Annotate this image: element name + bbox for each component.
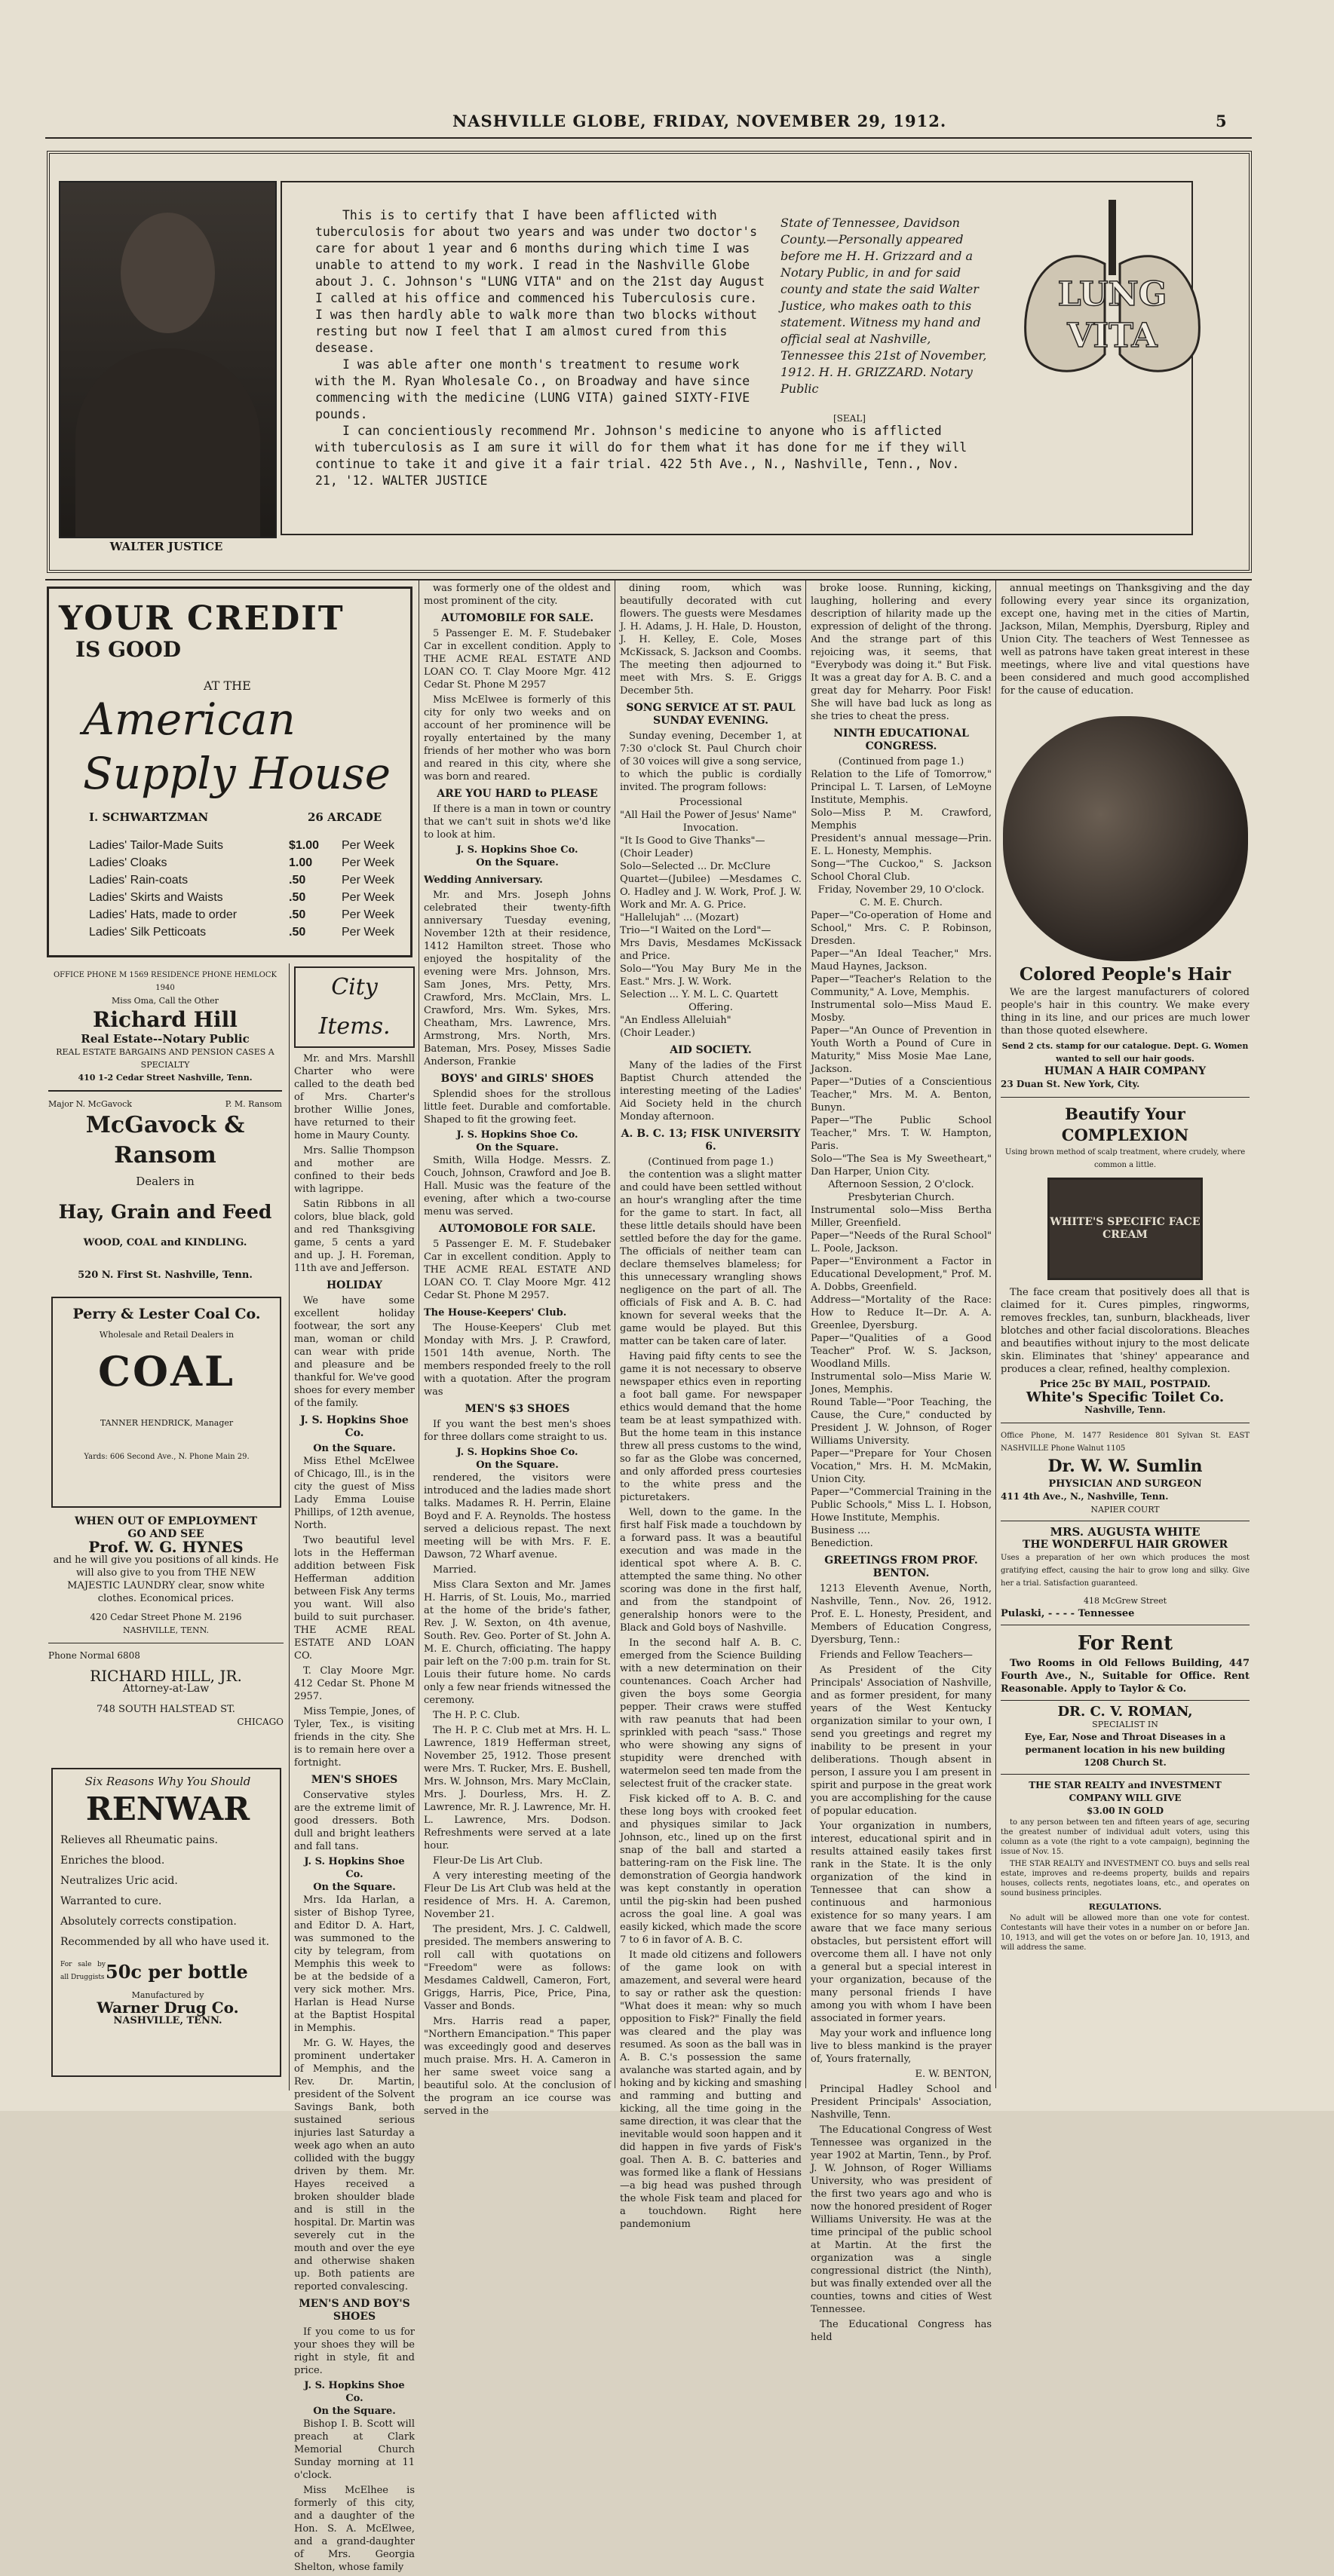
news-item: The president, Mrs. J. C. Caldwell, presided. The members answering to roll call with quotations on "Freedom" were as follows: Mesdames Caldwell, Cameron, Fort, Griggs, Harris, Pice, Price, Pina, Vasser and Bonds. bbox=[424, 1924, 611, 2012]
news-item: Mrs. Harris read a paper, "Northern Emancipation." This paper was exceedingly good and deserves much praise. Mrs. H. A. Cameron in her same sweet voice sang a beautiful solo. At the conclusion of the program an ice course was served in the bbox=[424, 2016, 611, 2117]
white-ad: Uses a preparation of her own which produces the most gratifying effect, causing the hair to grow long and silky. Give her a trial. Satisfaction guaranteed. bbox=[1001, 1554, 1250, 1588]
rh-city: CHICAGO bbox=[237, 1717, 284, 1727]
emp-name: Prof. W. G. HYNES bbox=[88, 1538, 244, 1556]
coal-subtitle: Wholesale and Retail Dealers in bbox=[99, 1330, 235, 1340]
emp-line-2: GO AND SEE bbox=[127, 1528, 204, 1540]
renwar-reason: Neutralizes Uric acid. bbox=[60, 1875, 178, 1887]
news-item: The H. P. C. Club. bbox=[433, 1710, 520, 1721]
coal-ad-text bbox=[57, 1308, 276, 1463]
greetings-paragraph: As President of the City Principals' Association of Nashville, and as former president, for many years of the West Kentucky organization similar to your own, I send you greetings and regret my inability to be present in your deliberations. Though absent in person, I assure you I am present in spirit and purpose in the great work you are accomplishing for the cause of popular education. bbox=[811, 1665, 992, 1817]
mens-shoes-heading: MEN'S SHOES bbox=[311, 1774, 398, 1786]
hopkins-name: J. S. Hopkins Shoe Co. bbox=[456, 1447, 578, 1458]
hair-company: HUMAN A HAIR COMPANY bbox=[1044, 1065, 1207, 1077]
regulations: No adult will be allowed more than one vote for contest. Contestants will have their votes in a number on or before Jan. 10, 1913, and will get the votes on or before Jan. 10, 1913, and will address the same. bbox=[1001, 1914, 1250, 1952]
rent-ad: Two Rooms in Old Fellows Building, 447 Fourth Ave., N., Suitable for Office. Rent Reasonable. Apply to Taylor & Co. bbox=[1001, 1658, 1250, 1695]
mc-wood: WOOD, COAL and KINDLING. bbox=[83, 1237, 247, 1248]
beauty-heading: Beautify Your COMPLEXION bbox=[1061, 1104, 1189, 1144]
coal-manager: TANNER HENDRICK, Manager bbox=[100, 1418, 234, 1428]
testimonial-paragraph: I can concientiously recommend Mr. Johnson's medicine to anyone who is afflicted with tuberculosis as I am sure it will do for them what it has done for me if they will continue to take it and give it a fair trial. 422 5th Ave., N., Nashville, Tenn., Nov. 21, '12. WALTER JUSTICE bbox=[315, 424, 968, 488]
divider bbox=[1001, 1097, 1250, 1098]
column-4 bbox=[620, 582, 802, 2233]
rent-heading: For Rent bbox=[1077, 1632, 1173, 1655]
football-paragraph: In the second half A. B. C. emerged from the Science Building with a new determination on their countenances. Coach Archer had given the boys some Georgia pepper. Their craws were stuffed with raw peanuts that had been sprinkled with peach "sass." Those who were showing any signs of stupidity were drenched with watermelon seed ten made from the selectest fruit of the cracker state. bbox=[620, 1637, 802, 1790]
hill-detail: REAL ESTATE BARGAINS AND PENSION CASES A SPECIALTY bbox=[56, 1047, 274, 1070]
rh-title: Attorney-at-Law bbox=[122, 1683, 210, 1695]
mc-names: Major N. McGavock P. M. Ransom bbox=[48, 1099, 282, 1109]
greetings-paragraph: The Educational Congress of West Tennessee was organized in the year 1902 at Martin, Tenn., by Prof. J. W. Johnson, of Roger Williams University, who was president of the first two years ago and who is now the honored president of Roger Williams University. He was at the time principal of the public school at Martin. At the first the organization was a single congressional district (the Ninth), but was finally extended over all the counties, towns and cities of West Tennessee. bbox=[811, 2124, 992, 2315]
sumlin-name: Dr. W. W. Sumlin bbox=[1047, 1456, 1203, 1476]
mc-hay: Hay, Grain and Feed bbox=[58, 1201, 272, 1223]
hopkins-name: J. S. Hopkins Shoe Co. bbox=[456, 844, 578, 856]
renwar-reason: Relieves all Rheumatic pains. bbox=[60, 1834, 218, 1846]
hopkins-square: On the Square. bbox=[476, 1460, 559, 1471]
rh-name: RICHARD HILL, JR. bbox=[90, 1667, 242, 1685]
mc-address: 520 N. First St. Nashville, Tenn. bbox=[78, 1270, 253, 1281]
hopkins-name: J. S. Hopkins Shoe Co. bbox=[304, 1856, 405, 1880]
hopkins-square: On the Square. bbox=[313, 1882, 396, 1893]
song-program: Processional "All Hail the Power of Jesus' Name" Invocation. "It Is Good to Give Thanks"— (Choir Leader) Solo—Selected ... Dr. McClure Quartet—(Jubilee) —Mesdames C. O. Hadley and J. W. Work, Prof. J. W. Work and Mr. A. G. Price. "Hallelujah" ... (Mozart) Trio—"I Waited on the Lord"— Mrs Davis, Mesdames McKissack and Price. Solo—"You May Bury Me in the East." Mrs. J. W. Work. Selection ... Y. M. L. C. Quartett Offering. "An Endless Alleluiah" (Choir Leader.) bbox=[620, 797, 802, 1039]
city-items-column bbox=[294, 966, 415, 2576]
auto2-ad: 5 Passenger E. M. F. Studebaker Car in excellent condition. Apply to THE ACME REAL ESTATE AND LOAN CO. T. Clay Moore Mgr. 412 Cedar St. Phone M 2957. bbox=[424, 1239, 611, 1301]
page-number: 5 bbox=[1216, 112, 1227, 130]
renwar-reason: Enriches the blood. bbox=[60, 1855, 165, 1867]
star-heading: THE STAR REALTY and INVESTMENT COMPANY WILL GIVE bbox=[1029, 1780, 1222, 1803]
credit-line-3: AT THE bbox=[204, 678, 251, 693]
renwar-reason: Warranted to cure. bbox=[60, 1895, 162, 1907]
congress-program: Relation to the Life of Tomorrow," Principal L. T. Larsen, of LeMoyne Institute, Memphis. Solo—Miss P. M. Crawford, Memphis President's annual message—Prin. E. L. Honesty, Memphis. Song—"The Cuckoo," S. Jackson School Choral Club. Friday, November 29, 10 O'clock. C. M. E. Church. Paper—"Co-operation of Home and School," Mrs. C. P. Robinson, Dresden. Paper—"An Ideal Teacher," Mrs. Maud Haynes, Jackson. Paper—"Teacher's Relation to the Community," A. Love, Memphis. Instrumental solo—Miss Maud E. Mosby. Paper—"An Ounce of Prevention in Youth Worth a Pound of Cure in Maturity," Miss Mosie Mae Lane, Jackson. Paper—"Duties of a Conscientious Teacher," Mrs. M. A. Benton, Bunyn. Paper—"The Public School Teacher," Mrs. T. W. Hampton, Paris. Solo—"The Sea is My Sweetheart," Dan Harper, Union City. Afternoon Session, 2 O'clock. Presbyterian Church. Instrumental solo—Miss Bertha Miller, Greenfield. Paper—"Needs of the Rural School" L. Poole, Jackson. Paper—"Environment a Factor in Educational Development," Prof. M. A. Dobbs, Greenfield. Address—"Mortality of the Race: How to Reduce It—Dr. A. A. Greenlee, Dyersburg. Paper—"Qualities of a Good Teacher" Prof. W. S. Jackson, Woodland Mills. Instrumental solo—Miss Marie W. Jones, Memphis. Round Table—"Poor Teaching, the Cause, the Cure," conducted by President J. W. Johnson, of Roger Williams University. Paper—"Prepare for Your Chosen Vocation," Mrs. H. M. McMakin, Union City. Paper—"Commercial Training in the Public Schools," Miss L. I. Hobson, Howe Institute, Memphis. Business .... Benediction. bbox=[811, 769, 992, 1549]
notary-seal: [SEAL] bbox=[833, 413, 866, 424]
wedding-heading: Wedding Anniversary. bbox=[424, 874, 543, 886]
song-item: Sunday evening, December 1, at 7:30 o'clock St. Paul Church choir of 30 voices will give a song service, to which the public is cordially invited. The program follows: bbox=[620, 731, 802, 793]
hair-coil-illustration bbox=[1003, 716, 1248, 961]
boys-shoes-heading: MEN'S AND BOY'S SHOES bbox=[299, 2298, 410, 2323]
white-name: MRS. AUGUSTA WHITE bbox=[1050, 1525, 1201, 1539]
renwar-company: Warner Drug Co. bbox=[97, 1999, 239, 2017]
house-item: The House-Keepers' Club met Monday with Mrs. J. P. Crawford, 1501 14th avenue, North. The members responded freely to the roll with a quotation. After the program was bbox=[424, 1322, 611, 1398]
beauty-price: Price 25c BY MAIL, POSTPAID. bbox=[1039, 1379, 1211, 1390]
employment-ad bbox=[48, 1515, 284, 1729]
emp-address: 420 Cedar Street Phone M. 2196 bbox=[90, 1612, 242, 1622]
hair-ad: We are the largest manufacturers of colored people's hair in this country. We make every thing in its line, and our prices are much lower than those quoted elsewhere. bbox=[1001, 987, 1250, 1037]
price-row: Ladies' Skirts and Waists .50 Per Week bbox=[89, 891, 394, 904]
sumlin-phones: Office Phone, M. 1477 Residence 801 Sylvan St. EAST NASHVILLE Phone Walnut 1105 bbox=[1001, 1432, 1250, 1453]
star-ad-2: THE STAR REALTY and INVESTMENT CO. buys and sells real estate, improves and re-deems property, builds and repairs houses, collects rents, negotiates loans, etc., and operates on sound business principles. bbox=[1001, 1860, 1250, 1898]
price-list bbox=[89, 837, 406, 941]
news-item: T. Clay Moore Mgr. 412 Cedar St. Phone M 2957. bbox=[294, 1665, 415, 1702]
column-6-ads bbox=[1001, 963, 1250, 1955]
greetings-paragraph: May your work and influence long live to bless mankind is the prayer of, Yours fraternally, bbox=[811, 2028, 992, 2065]
mens3-ad: If you want the best men's shoes for three dollars come straight to us. bbox=[424, 1419, 611, 1443]
beauty-subtitle: Using brown method of scalp treatment, where crudely, where common a little. bbox=[1004, 1148, 1246, 1169]
divider bbox=[1001, 1774, 1250, 1775]
masthead-rule bbox=[45, 137, 1252, 139]
renwar-head: Six Reasons Why You Should bbox=[84, 1775, 251, 1788]
face-cream-box: WHITE'S SPECIFIC FACE CREAM bbox=[1047, 1178, 1203, 1280]
credit-line-1: YOUR CREDIT bbox=[59, 599, 345, 638]
ninth-heading: NINTH EDUCATIONAL CONGRESS. bbox=[833, 727, 969, 752]
football-paragraph: Well, down to the game. In the first half Fisk made a touchdown by a forward pass. It was a beautiful execution and was made in the identical spot where A. B. C. attempted the same thing. No other scoring was done in the first half, and from the standpoint of generalship honors were to the Black and Gold boys of Nashville. bbox=[620, 1507, 802, 1634]
news-item: Miss McElwee is formerly of this city for only two weeks and on account of her prominence will be royally entertained by the many friends of her mother who was born and reared in this city, where she was born and reared. bbox=[424, 694, 611, 783]
price-row: Ladies' Silk Petticoats .50 Per Week bbox=[89, 926, 394, 939]
coal-yards: Yards: 606 Second Ave., N. Phone Main 29. bbox=[84, 1453, 250, 1461]
beauty-company: White's Specific Toilet Co. bbox=[1026, 1389, 1225, 1405]
news-item: rendered, the visitors were introduced and the ladies made short talks. Madames R. H. Perrin, Elaine Boyd and F. A. Reynolds. The hostess served a delicious repast. The next meeting will be with Mrs. F. E. Dawson, 72 Wharf avenue. bbox=[424, 1472, 611, 1561]
column-1-ads bbox=[48, 969, 282, 1282]
rh-phone: Phone Normal 6808 bbox=[48, 1650, 140, 1661]
column-rule bbox=[995, 580, 996, 2088]
hopkins-square: On the Square. bbox=[476, 1142, 559, 1153]
greetings-signature: E. W. BENTON, bbox=[915, 2069, 992, 2080]
emp-line-1: WHEN OUT OF EMPLOYMENT bbox=[74, 1515, 258, 1527]
section-rule bbox=[45, 579, 1252, 580]
holiday-heading: HOLIDAY bbox=[326, 1279, 383, 1291]
store-address: 26 ARCADE bbox=[308, 810, 382, 824]
news-item: Mrs. Sallie Thompson and mother are confined to their beds with lagrippe. bbox=[294, 1145, 415, 1195]
emp-city: NASHVILLE, TENN. bbox=[122, 1625, 210, 1635]
renwar-reason: Absolutely corrects constipation. bbox=[60, 1916, 237, 1928]
news-item: Miss Clara Sexton and Mr. James H. Harris, of St. Louis, Mo., married at the home of the bride's father, Rev. J. W. Sexton, on 4th avenue, South. Rev. Geo. Porter of St. John A. M. E. Church, officiating. The happy pair left on the 7:00 p.m. train for St. Louis their future home. No cards only a few near friends witnessed the ceremony. bbox=[424, 1579, 611, 1706]
column-rule bbox=[289, 963, 290, 2091]
price-row: Ladies' Tailor-Made Suits $1.00 Per Week bbox=[89, 839, 394, 852]
aid-heading: AID SOCIETY. bbox=[670, 1044, 752, 1056]
portrait-shirt bbox=[75, 348, 260, 537]
beauty-ad: The face cream that positively does all that is claimed for it. Cures pimples, ringworms, removes freckles, tan, sunburn, blackheads, liver blotches and other facial discolorations. Bleaches and beautifies without injury to the most delicate skin. Eliminates that 'shiney' appearance and produces a clear, refined, healthy complexion. bbox=[1001, 1287, 1250, 1375]
news-item: Miss Ethel McElwee of Chicago, Ill., is in the city the guest of Miss Lady Emma Louise Phillips, of 12th avenue, North. bbox=[294, 1456, 415, 1531]
news-item: Miss Tempie, Jones, of Tyler, Tex., is visiting friends in the city. She is to remain here over a fortnight. bbox=[294, 1706, 415, 1769]
beauty-city: Nashville, Tenn. bbox=[1084, 1404, 1166, 1415]
testimonial-paragraph: I was able after one month's treatment to resume work with the M. Ryan Wholesale Co., on Broadway and have since commencing with the medicine (LUNG VITA) gained SIXTY-FIVE pounds. bbox=[315, 357, 750, 421]
auto-heading: AUTOMOBILE FOR SALE. bbox=[440, 612, 594, 624]
sumlin-title: PHYSICIAN AND SURGEON bbox=[1048, 1478, 1202, 1490]
wedding-item: Mr. and Mrs. Joseph Johns celebrated their twenty-fifth anniversary Tuesday evening, November 12th at their residence, 1412 Hamilton street. Those who enjoyed the hospitality of the evening were Mrs. Johnson, Mrs. Sam Jones, Mrs. Petty, Mrs. Crawford, Mrs. McClain, Mrs. L. Crawford, Mrs. Wm. Sykes, Mrs. Cheatham, Mrs. Lawrence, Mrs. Armstrong, Mrs. North, Mrs. Bateman, Mrs. Posey, Misses Sadie Anderson, Frankie bbox=[424, 890, 611, 1067]
roman-name: DR. C. V. ROMAN, bbox=[1057, 1704, 1193, 1720]
boys-girls-heading: BOYS' and GIRLS' SHOES bbox=[440, 1073, 594, 1085]
greetings-paragraph: 1213 Eleventh Avenue, North, Nashville, Tenn., Nov. 26, 1912. Prof. E. L. Honesty, President, and Members of Education Congress, Dyersburg, Tenn.: bbox=[811, 1583, 992, 1646]
boys-girls-ad: Splendid shoes for the strollous little feet. Durable and comfortable. Shaped to fit the growing feet. bbox=[424, 1089, 611, 1126]
news-item: A very interesting meeting of the Fleur De Lis Art Club was held at the residence of Mrs. H. A. Caremon, November 21. bbox=[424, 1870, 611, 1920]
football-continued: (Continued from page 1.) bbox=[648, 1156, 774, 1168]
news-item: Bishop I. B. Scott will preach at Clark Memorial Church Sunday morning at 11 o'clock. bbox=[294, 2418, 415, 2481]
portrait-face bbox=[121, 213, 215, 333]
coal-name: Perry & Lester Coal Co. bbox=[72, 1306, 261, 1322]
testimonial-paragraph: This is to certify that I have been afflicted with tuberculosis for about two years and was under two doctor's care for about 1 year and 6 months during which time I was unable to attend to my work. I read in the Nashville Globe about J. C. Johnson's "LUNG VITA" and on the 21st day August I called at his office and commenced his Tuberculosis cure. I was then hardly able to walk more than two blocks without resting but now I feel that I am almost cured from this desease. bbox=[315, 208, 765, 355]
store-name-2: Supply House bbox=[83, 748, 391, 799]
store-name-1: American bbox=[83, 694, 296, 745]
mcgavock-name: McGavock & Ransom bbox=[85, 1112, 245, 1169]
star-prize: $3.00 IN GOLD bbox=[1086, 1806, 1164, 1816]
sumlin-address: 411 4th Ave., N., Nashville, Tenn. bbox=[1001, 1491, 1169, 1502]
hard-heading: ARE YOU HARD to PLEASE bbox=[437, 788, 598, 800]
store-owner: I. SCHWARTZMAN bbox=[89, 810, 209, 824]
hill-name: Richard Hill bbox=[93, 1007, 238, 1032]
white-title: THE WONDERFUL HAIR GROWER bbox=[1022, 1539, 1228, 1551]
hopkins-square: On the Square. bbox=[313, 1443, 396, 1454]
column-3 bbox=[424, 582, 611, 2120]
renwar-price-row: For sale by all Druggists 50c per bottle bbox=[60, 1960, 248, 1983]
football-paragraph: Having paid fifty cents to see the game it is not necessary to observe newspaper ethics even in reporting a foot ball game. For newspaper ethics would demand that the home team be at least sympathized with. But the home team in this instance threw all press customs to the wind, so far as the Globe was concerned, and only afforded press courtesies to the white press and the picturetakers. bbox=[620, 1351, 802, 1503]
divider bbox=[48, 1090, 282, 1092]
hopkins-name: J. S. Hopkins Shoe Co. bbox=[304, 2380, 405, 2404]
mens-shoes-ad: Conservative styles are the extreme limit of good dressers. Both dull and bright leathers and fall tans. bbox=[294, 1790, 415, 1852]
auto2-heading: AUTOMOBOLE FOR SALE. bbox=[438, 1223, 596, 1235]
divider bbox=[1001, 1700, 1250, 1701]
hair-address: 23 Duan St. New York, City. bbox=[1001, 1079, 1140, 1089]
song-heading: SONG SERVICE AT ST. PAUL SUNDAY EVENING. bbox=[626, 702, 796, 727]
emp-body: and he will give you positions of all kinds. He will also give to you from THE NEW MAJESTIC LAUNDRY clear, snow white clothes. Economical prices. bbox=[53, 1554, 279, 1604]
news-item: Two beautiful level lots in the Hefferman addition between Fisk Hefferman addition between Fisk Any terms you want. Will also build to suit purchaser. THE ACME REAL ESTATE AND LOAN CO. bbox=[294, 1535, 415, 1662]
roman-ad: Eye, Ear, Nose and Throat Diseases in a permanent location in his new building bbox=[1024, 1732, 1226, 1755]
aid-item: Many of the ladies of the First Baptist Church attended the interesting meeting of the Ladies' Aid Society held in the church Monday afternoon. bbox=[620, 1060, 802, 1123]
star-ad: to any person between ten and fifteen years of age, securing the greatest number of individual adult voters, using this column as a vote (the right to a vote campaign), beginning the issue of Nov. 15. bbox=[1001, 1818, 1250, 1856]
news-item: Mrs. Ida Harlan, a sister of Bishop Tyree, and Editor D. A. Hart, was summoned to the city by telegram, from Memphis this week to be at the bedside of a very sick mother. Mrs. Harlan is Head Nurse at the Baptist Hospital in Memphis. bbox=[294, 1894, 415, 2034]
hopkins-square: On the Square. bbox=[476, 857, 559, 868]
svg-text:VITA: VITA bbox=[1067, 317, 1158, 355]
column-5 bbox=[811, 582, 992, 2346]
renwar-reason: Recommended by all who have used it. bbox=[60, 1936, 270, 1948]
football-paragraph: the contention was a slight matter and could have been settled without an hour's wrangling after the time for the game to start. In fact, all these little details should have been settled before the day for the game. The officials of neither team can declare themselves blameless; for this unnecessary wrangling shows negligence on the part of all. The officials of Fisk and A. B. C. had known for several weeks that the game would be played. But this matter can be taken care of later. bbox=[620, 1169, 802, 1347]
news-item: was formerly one of the oldest and most prominent of the city. bbox=[424, 583, 611, 607]
city-items-heading: City Items. bbox=[294, 966, 415, 1048]
mc-dealers: Dealers in bbox=[136, 1175, 195, 1188]
credit-line-2: IS GOOD bbox=[75, 637, 182, 662]
greetings-paragraph: The Educational Congress has held bbox=[811, 2319, 992, 2343]
news-item: Smith, Willa Hodge. Messrs. Z. Couch, Johnson, Crawford and Joe B. Hall. Music was the feature of the evening, after which a two-course menu was served. bbox=[424, 1155, 611, 1218]
column-rule bbox=[805, 580, 806, 2088]
hopkins-square: On the Square. bbox=[313, 2406, 396, 2417]
white-city: Pulaski, - - - - Tennessee bbox=[1001, 1608, 1135, 1619]
column-6 bbox=[1001, 582, 1250, 700]
news-item: Married. bbox=[433, 1564, 477, 1576]
lung-vita-logo bbox=[1010, 192, 1214, 388]
football-paragraph: Fisk kicked off to A. B. C. and these long boys with crooked feet and physiques similar to Jack Johnson, etc., lined up on the first snap of the ball and started a battering-ram on the Fisk line. The demonstration of Georgia handwork was kept constantly in operation until the pig-skin had been pushed across the goal line. A goal was easily kicked, which made the score 7 to 6 in favor of A. B. C. bbox=[620, 1793, 802, 1946]
greetings-paragraph: Principal Hadley School and President Principals' Association, Nashville, Tenn. bbox=[811, 2084, 992, 2121]
news-item: Mr. G. W. Hayes, the prominent undertaker of Memphis, and the Rev. Dr. Martin, president of the Solvent Savings Bank, both sustained serious injuries last Saturday a week ago when an auto collided with the buggy driven by them. Mr. Hayes received a broken shoulder blade and is still in the hospital. Dr. Martin was severely cut in the mouth and over the eye and otherwise shaken up. Both patients are reported convalescing. bbox=[294, 2038, 415, 2293]
hopkins-name: J. S. Hopkins Shoe Co. bbox=[300, 1414, 409, 1439]
greetings-heading: GREETINGS FROM PROF. BENTON. bbox=[824, 1554, 978, 1579]
mens3-heading: MEN'S $3 SHOES bbox=[465, 1403, 570, 1415]
roman-title: SPECIALIST IN bbox=[1092, 1720, 1158, 1729]
white-address: 418 McGrew Street bbox=[1083, 1596, 1167, 1606]
news-item: Satin Ribbons in all colors, blue black, gold and red Thanksgiving game, 5 cents a yard and up. J. H. Foreman, 11th ave and Jefferson. bbox=[294, 1199, 415, 1274]
news-item: Miss McElhee is formerly of this city, and a daughter of the Hon. S. A. McElwee, and a grand-daughter of Mrs. Georgia Shelton, whose family bbox=[294, 2485, 415, 2573]
news-item: dining room, which was beautifully decorated with cut flowers. The guests were Mesdames J. H. Adams, J. H. Hale, D. Houston, J. H. Kelley, E. Cole, Moses McKissack, S. Jackson and Coombs. The meeting then adjourned to meet with Mrs. S. E. Griggs December 5th. bbox=[620, 583, 802, 697]
auto-ad: 5 Passenger E. M. F. Studebaker Car in excellent condition. Apply to THE ACME REAL ESTATE AND LOAN CO. T. Clay Moore Mgr. 412 Cedar St. Phone M 2957 bbox=[424, 628, 611, 691]
greetings-paragraph: Your organization in numbers, interest, educational spirit and in results attained easily takes first rank in the State. It is the only organization of the kind in Tennessee that can show a continuous and harmonious existence for so many years. I am aware that we face many serious obstacles, but persistent effort will overcome them all. I have not only a general but a special interest in your organization, because of the many personal friends I have among you with whom I have been associated in former years. bbox=[811, 1821, 992, 2024]
hard-ad: If there is a man in town or country that we can't suit in shots we'd like to look at him. bbox=[424, 804, 611, 841]
hair-heading: Colored People's Hair bbox=[1019, 964, 1231, 985]
price-row: Ladies' Hats, made to order .50 Per Week bbox=[89, 908, 394, 921]
ninth-continued: (Continued from page 1.) bbox=[838, 756, 964, 767]
hill-address: 410 1-2 Cedar Street Nashville, Tenn. bbox=[78, 1073, 253, 1083]
boys-shoes-ad: If you come to us for your shoes they will be right in style, fit and price. bbox=[294, 2326, 415, 2376]
sumlin-building: NAPIER COURT bbox=[1090, 1505, 1160, 1515]
rh-address: 748 SOUTH HALSTEAD ST. bbox=[97, 1704, 235, 1715]
holiday-ad: We have some excellent holiday footwear, the sort any man, woman or child can wear with pride and pleasure and be thankful for. We've good shoes for every member of the family. bbox=[294, 1295, 415, 1409]
roman-address: 1208 Church St. bbox=[1084, 1757, 1167, 1768]
portrait-caption: WALTER JUSTICE bbox=[109, 540, 223, 553]
credit-headline bbox=[59, 599, 406, 638]
renwar-name: RENWAR bbox=[85, 1790, 250, 1827]
house-heading: The House-Keepers' Club. bbox=[424, 1307, 567, 1319]
renwar-city: NASHVILLE, TENN. bbox=[113, 2015, 222, 2026]
renwar-ad-text bbox=[60, 1775, 275, 2027]
news-item: Fleur-De Lis Art Club. bbox=[433, 1855, 543, 1867]
svg-text:LUNG: LUNG bbox=[1057, 275, 1167, 314]
regulations-heading: REGULATIONS. bbox=[1088, 1902, 1162, 1912]
football-paragraph: It made old citizens and followers of the game look on with amazement, and several were heard to say or rather ask the question: "What does it mean: why so much opposition to Fisk?" Finally the field was cleared and the play was resumed. As soon as the ball was in A. B. C.'s possession the same avalanche was started again, and by hoking and by kicking and smashing and ramming and butting and kicking, all the time going in the same direction, it was clear that the inevitable would soon happen and it did happen in five yards of Fisk's goal. Then A. B. C. batteries and was formed like a flank of Hessians—a big head was pushed through the whole Fisk team and placed for a touchdown. Right here pandemonium bbox=[620, 1950, 802, 2230]
news-item: The H. P. C. Club met at Mrs. H. L. Lawrence, 1819 Hefferman street, November 25, 1912. Those present were Mrs. T. Rucker, Mrs. E. Bushell, Mrs. W. Johnson, Mrs. Mary McClain, Mrs. J. Dourless, Mrs. H. Z. Lawrence, Mr. R. J. Lawrence, Mr. H. L. Lawrence, Mrs. Dodson. Refreshments were served at a late hour. bbox=[424, 1725, 611, 1852]
hill-phones: OFFICE PHONE M 1569 RESIDENCE PHONE HEMLOCK 1940 bbox=[53, 971, 277, 992]
coal-headline: COAL bbox=[98, 1347, 235, 1395]
hopkins-name: J. S. Hopkins Shoe Co. bbox=[456, 1129, 578, 1141]
hill-call: Miss Oma, Call the Other bbox=[112, 996, 219, 1006]
hair-stamp: Send 2 cts. stamp for our catalogue. Dept. G. Women wanted to sell our hair goods. bbox=[1001, 1041, 1249, 1064]
price-row: Ladies' Rain-coats .50 Per Week bbox=[89, 874, 394, 887]
hill-subtitle: Real Estate--Notary Public bbox=[81, 1032, 250, 1046]
notary-statement: State of Tennessee, Davidson County.—Personally appeared before me H. H. Grizzard and a Notary Public, in and for said county and state the said Walter Justice, who makes oath to this statement. Witness my hand and official seal at Nashville, Tennessee this 21st of November, 1912. H. H. GRIZZARD. Notary Public bbox=[780, 216, 987, 396]
renwar-mfg: Manufactured by bbox=[131, 1990, 204, 2000]
news-item: annual meetings on Thanksgiving and the day following every year since its organization, except one, having met in the cities of Martin, Jackson, Milan, Memphis, Dyersburg, Ripley and Union City. The teachers of West Tennessee as well as patrons have taken great interest in these meetings, where live and vital questions have been considered and much good accomplished for the cause of education. bbox=[1001, 583, 1250, 697]
portrait-photo bbox=[59, 181, 277, 538]
masthead: NASHVILLE GLOBE, FRIDAY, NOVEMBER 29, 1912. bbox=[452, 112, 947, 130]
greetings-paragraph: Friends and Fellow Teachers— bbox=[820, 1649, 973, 1661]
price-row: Ladies' Cloaks 1.00 Per Week bbox=[89, 856, 394, 869]
football-heading: A. B. C. 13; FISK UNIVERSITY 6. bbox=[621, 1128, 801, 1153]
news-item: broke loose. Running, kicking, laughing, hollering and every description of hilarity made up the expression of delight of the throng. And the strange part of this rejoicing was, it seems, that "Everybody was doing it." But Fisk. It was a great day for A. B. C. and a great day for Meharry. Poor Fisk! She will have bad luck as long as she tries to cheat the press. bbox=[811, 583, 992, 722]
news-item: Mr. and Mrs. Marshll Charter who were called to the death bed of Mrs. Charter's brother Willie Jones, have returned to their home in Maury County. bbox=[294, 1053, 415, 1141]
